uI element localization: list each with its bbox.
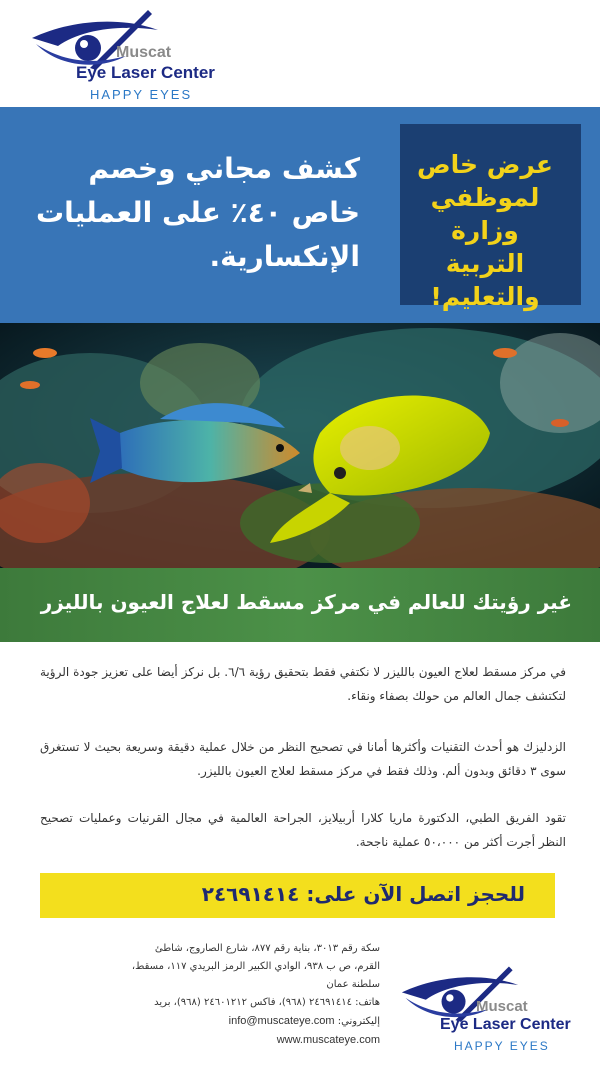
tagline-text: غير رؤيتك للعالم في مركز مسقط لعلاج العيون بالليزر [40, 590, 572, 614]
top-logo [30, 8, 230, 106]
contact-address [120, 940, 380, 1049]
logo-muscat: Muscat [116, 44, 172, 61]
offer-line-2: لموظفي وزارة [430, 183, 540, 245]
bottom-logo [400, 962, 595, 1062]
special-offer-text [400, 148, 570, 313]
special-offer-box [400, 124, 581, 311]
logo-muscat: Muscat [476, 998, 528, 1015]
booking-phone-text[interactable]: للحجز اتصل الآن على: ٢٤٦٩١٤١٤ [201, 882, 525, 906]
address-line-3: سلطنة عمان [326, 979, 380, 990]
booking-bar [40, 873, 555, 918]
paragraph-1: في مركز مسقط لعلاج العيون بالليزر لا نكتفي فقط بتحقيق رؤية ٦/٦. بل نركز أيضا على تعزيز جودة الرؤية لتكتشف جمال العالم من حولك بصفاء ونقاء. [40, 665, 566, 703]
address-line-4: هاتف: ٢٤٦٩١٤١٤ (٩٦٨)، فاكس ٢٤٦٠١٢١٢ (٩٦٨)، بريد [154, 997, 380, 1008]
paragraph-2: الزدليزك هو أحدث التقنيات وأكثرها أمانا في تصحيح النظر من خلال عملية دقيقة وسريعة بحيث لا تستغرق سوى ٣ دقائق وبدون ألم. وذلك فقط في مركز مسقط لعلاج العيون بالليزر. [40, 740, 566, 778]
paragraph-3: تقود الفريق الطبي، الدكتورة ماريا كلارا أربيلايز، الجراحة العالمية في مجال القرنيات وعمليات تصحيح النظر أجرت أكثر من ٥٠،٠٠٠ عملية ناجحة. [40, 811, 566, 849]
email-label: إليكتروني: [337, 1016, 380, 1027]
promo-text [30, 147, 360, 279]
offer-line-1: عرض خاص [417, 150, 553, 179]
promo-line-1: كشف مجاني وخصم [88, 152, 360, 185]
logo-happy-eyes: HAPPY EYES [454, 1039, 550, 1053]
tagline-band [0, 568, 600, 642]
logo-happy-eyes: HAPPY EYES [90, 87, 193, 102]
promo-line-2: خاص ٤٠٪ على العمليات [36, 196, 360, 229]
address-line-5 [120, 1012, 380, 1031]
logo-eye-laser-center: Eye Laser Center [76, 63, 215, 82]
website-link[interactable]: www.muscateye.com [276, 1034, 380, 1046]
offer-line-4: والتعليم! [430, 282, 540, 311]
offer-line-3: التربية [445, 249, 525, 278]
logo-eye-laser-center: Eye Laser Center [440, 1016, 571, 1033]
email-link[interactable]: info@muscateye.com [228, 1015, 335, 1027]
address-line-1: سكة رقم ٣٠١٣، بناية رقم ٨٧٧، شارع الصاروج، شاطئ [154, 943, 380, 954]
promo-line-3: الإنكسارية. [209, 240, 360, 273]
reef-fish-photo [0, 323, 600, 568]
address-line-2: القرم، ص ب ٩٣٨، الوادي الكبير الرمز البريدي ١١٧، مسقط، [131, 961, 380, 972]
